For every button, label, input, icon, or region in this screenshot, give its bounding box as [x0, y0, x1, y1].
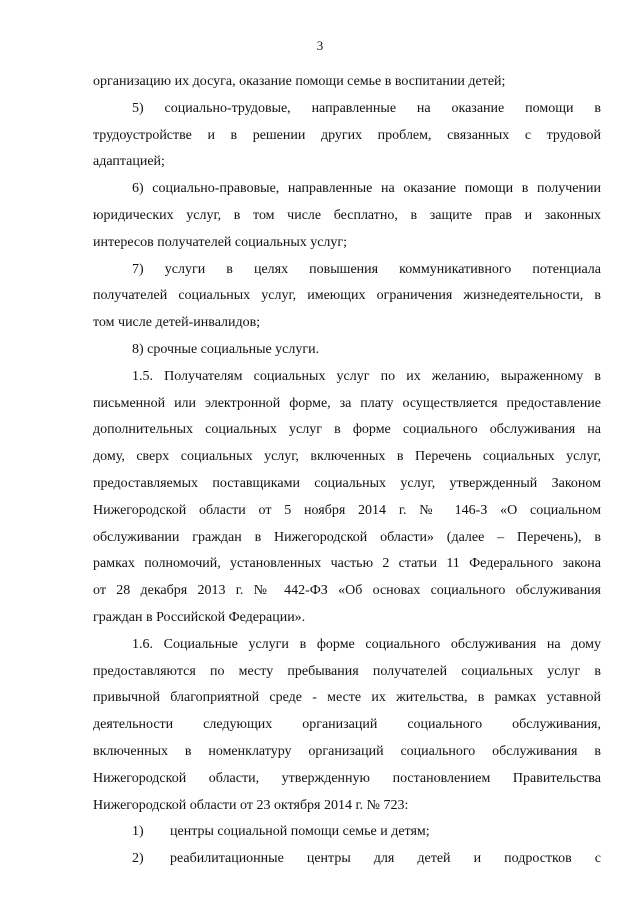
list-item-number: 1) — [132, 824, 144, 840]
list-item-number: 2) — [132, 851, 144, 867]
text-line: граждан в Российской Федерации». — [93, 609, 306, 625]
text-line: предоставляются по месту пребывания получателей социальных услуг в — [93, 663, 601, 679]
text-line: трудоустройстве и в решении других проблем, связанных с трудовой — [93, 127, 601, 143]
list-item-text: центры социальной помощи семье и детям; — [170, 824, 430, 840]
text-line: адаптацией; — [93, 154, 165, 170]
text-line: 5) социально-трудовые, направленные на оказание помощи в — [132, 100, 601, 116]
text-line: Нижегородской области от 5 ноября 2014 г. № 146-З «О социальном — [93, 502, 601, 518]
text-line: Нижегородской области, утвержденную постановлением Правительства — [93, 770, 601, 786]
text-line: рамках полномочий, установленных частью 2 статьи 11 Федерального закона — [93, 556, 601, 572]
text-line: привычной благоприятной среде - месте их жительства, в рамках уставной — [93, 690, 601, 706]
text-line: письменной или электронной форме, за плату осуществляется предоставление — [93, 395, 601, 411]
text-line: получателей социальных услуг, имеющих ограничения жизнедеятельности, в — [93, 288, 601, 304]
list-item — [93, 846, 601, 873]
text-line: 8) срочные социальные услуги. — [132, 341, 320, 357]
text-line: предоставляемых поставщиками социальных услуг, утвержденный Законом — [93, 475, 601, 491]
text-line: интересов получателей социальных услуг; — [93, 234, 348, 250]
page-number: 3 — [316, 38, 324, 53]
text-line: дополнительных социальных услуг в форме социального обслуживания на — [93, 422, 601, 438]
text-line: Нижегородской области от 23 октября 2014 г. № 723: — [93, 797, 409, 813]
list-item — [93, 819, 601, 846]
text-line: деятельности следующих организаций социального обслуживания, — [93, 717, 601, 733]
text-line: включенных в номенклатуру организаций социального обслуживания в — [93, 743, 601, 759]
text-line: 6) социально-правовые, направленные на оказание помощи в получении — [132, 181, 601, 197]
text-line: дому, сверх социальных услуг, включенных в Перечень социальных услуг, — [93, 449, 601, 465]
list-item-text: реабилитационные центры для детей и подростков с — [170, 851, 601, 867]
text-line: от 28 декабря 2013 г. № 442-ФЗ «Об основах социального обслуживания — [93, 583, 601, 599]
document-body — [93, 69, 601, 873]
text-line: 1.6. Социальные услуги в форме социального обслуживания на дому — [132, 636, 601, 652]
text-line: обслуживании граждан в Нижегородской области» (далее – Перечень), в — [93, 529, 601, 545]
text-line: 7) услуги в целях повышения коммуникативного потенциала — [132, 261, 601, 277]
text-line: организацию их досуга, оказание помощи семье в воспитании детей; — [93, 74, 506, 89]
text-line: 1.5. Получателям социальных услуг по их желанию, выраженному в — [132, 368, 601, 384]
text-line: том числе детей-инвалидов; — [93, 315, 261, 331]
text-line: юридических услуг, в том числе бесплатно, в защите прав и законных — [93, 207, 601, 223]
